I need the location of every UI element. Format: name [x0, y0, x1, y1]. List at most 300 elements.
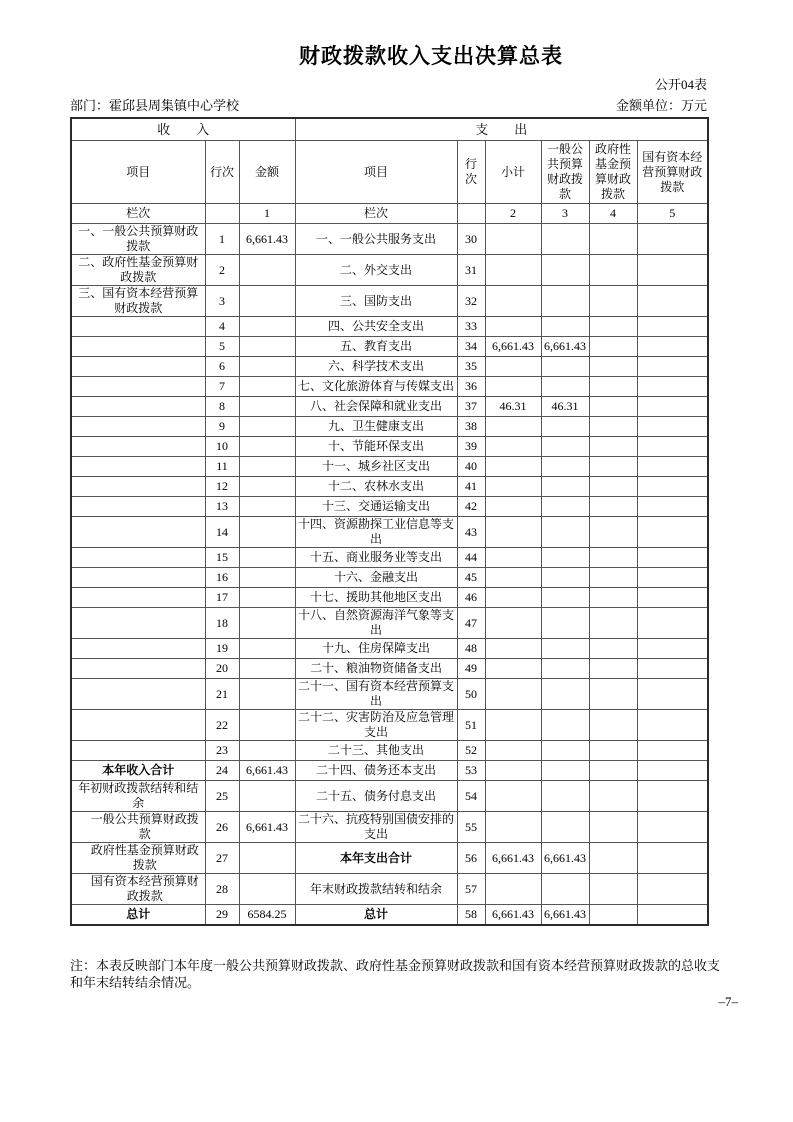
income-item-cell [71, 568, 205, 588]
income-rowno-cell: 9 [205, 417, 239, 437]
table-row [71, 710, 708, 741]
expense-item-cell: 二、外交支出 [295, 255, 457, 286]
expense-item-cell: 十三、交通运输支出 [295, 497, 457, 517]
table-row [71, 317, 708, 337]
expense-subtotal-index-cell: 2 [485, 204, 541, 224]
expense-statecap-cell [637, 843, 708, 874]
expense-statecap-cell [637, 812, 708, 843]
expense-statecap-cell [637, 548, 708, 568]
gov-fund-header: 政府性基金预算财政拨款 [589, 141, 637, 204]
expense-general-cell [541, 548, 589, 568]
column-index-row [71, 204, 708, 224]
table-row [71, 548, 708, 568]
expense-general-cell [541, 437, 589, 457]
table-row [71, 357, 708, 377]
income-rowno-cell: 21 [205, 679, 239, 710]
table-row [71, 812, 708, 843]
expense-item-cell: 一、一般公共服务支出 [295, 224, 457, 255]
expense-govfund-cell [589, 457, 637, 477]
income-amount-header: 金额 [239, 141, 295, 204]
expense-item-cell: 十一、城乡社区支出 [295, 457, 457, 477]
table-row [71, 905, 708, 926]
expense-rowno-cell: 36 [457, 377, 485, 397]
expense-rowno-cell: 49 [457, 659, 485, 679]
state-capital-index-cell: 5 [637, 204, 708, 224]
expense-general-cell [541, 224, 589, 255]
expense-item-cell: 七、文化旅游体育与传媒支出 [295, 377, 457, 397]
income-rowno-cell: 18 [205, 608, 239, 639]
income-amount-cell [239, 874, 295, 905]
income-rowno-cell: 6 [205, 357, 239, 377]
expense-rowno-cell: 35 [457, 357, 485, 377]
income-rowno-cell: 17 [205, 588, 239, 608]
expense-general-cell [541, 357, 589, 377]
expense-general-cell [541, 317, 589, 337]
expense-section-header: 支 出 [295, 118, 708, 141]
table-row [71, 457, 708, 477]
expense-statecap-cell [637, 741, 708, 761]
table-note: 注：本表反映部门本年度一般公共预算财政拨款、政府性基金预算财政拨款和国有资本经营预算财政拨款的总收支和年末结转结余情况。 [70, 958, 721, 990]
expense-rowno-cell: 42 [457, 497, 485, 517]
income-item-cell: 总计 [71, 905, 205, 926]
form-code-label: 公开04表 [654, 77, 707, 92]
income-amount-cell [239, 337, 295, 357]
income-rowno-cell: 8 [205, 397, 239, 417]
expense-rowno-cell: 37 [457, 397, 485, 417]
column-header-row [71, 141, 708, 204]
expense-subtotal-cell [485, 639, 541, 659]
expense-subtotal-cell [485, 255, 541, 286]
income-item-cell [71, 357, 205, 377]
table-row [71, 337, 708, 357]
table-row [71, 874, 708, 905]
income-item-cell [71, 497, 205, 517]
income-rowno-cell: 13 [205, 497, 239, 517]
expense-govfund-cell [589, 812, 637, 843]
expense-govfund-cell [589, 397, 637, 417]
expense-item-cell: 二十六、抗疫特别国债安排的支出 [295, 812, 457, 843]
expense-general-cell [541, 286, 589, 317]
expense-statecap-cell [637, 317, 708, 337]
expense-item-cell: 二十、粮油物资储备支出 [295, 659, 457, 679]
income-amount-cell [239, 517, 295, 548]
income-item-cell [71, 337, 205, 357]
income-rowno-cell: 23 [205, 741, 239, 761]
income-rowno-cell: 1 [205, 224, 239, 255]
expense-general-cell [541, 608, 589, 639]
expense-general-cell [541, 417, 589, 437]
income-item-cell [71, 317, 205, 337]
expense-general-cell [541, 568, 589, 588]
income-amount-cell: 6,661.43 [239, 224, 295, 255]
expense-subtotal-cell [485, 357, 541, 377]
expense-rowno-cell: 54 [457, 781, 485, 812]
income-amount-cell [239, 608, 295, 639]
income-item-cell: 三、国有资本经营预算财政拨款 [71, 286, 205, 317]
expense-subtotal-cell: 6,661.43 [485, 843, 541, 874]
expense-govfund-cell [589, 568, 637, 588]
expense-govfund-cell [589, 741, 637, 761]
expense-general-cell [541, 812, 589, 843]
expense-general-cell: 46.31 [541, 397, 589, 417]
income-rowno-cell: 7 [205, 377, 239, 397]
income-amount-cell [239, 417, 295, 437]
expense-subtotal-cell [485, 588, 541, 608]
expense-subtotal-cell [485, 517, 541, 548]
expense-subtotal-cell [485, 377, 541, 397]
expense-statecap-cell [637, 874, 708, 905]
general-budget-index-cell: 3 [541, 204, 589, 224]
expense-general-cell [541, 477, 589, 497]
income-amount-cell [239, 741, 295, 761]
income-amount-cell [239, 457, 295, 477]
expense-rowno-cell: 30 [457, 224, 485, 255]
expense-rowno-cell: 53 [457, 761, 485, 781]
income-item-cell [71, 741, 205, 761]
income-amount-cell [239, 548, 295, 568]
expense-subtotal-cell: 46.31 [485, 397, 541, 417]
expense-govfund-cell [589, 377, 637, 397]
expense-item-cell: 五、教育支出 [295, 337, 457, 357]
income-item-cell [71, 679, 205, 710]
table-row [71, 497, 708, 517]
income-item-cell: 政府性基金预算财政拨款 [71, 843, 205, 874]
expense-rowno-cell: 43 [457, 517, 485, 548]
income-rowno-index-cell [205, 204, 239, 224]
expense-subtotal-cell [485, 286, 541, 317]
expense-subtotal-cell [485, 568, 541, 588]
table-row [71, 608, 708, 639]
income-rowno-cell: 24 [205, 761, 239, 781]
expense-statecap-cell [637, 659, 708, 679]
table-row [71, 477, 708, 497]
expense-subtotal-cell [485, 741, 541, 761]
expense-govfund-cell [589, 659, 637, 679]
expense-general-cell [541, 679, 589, 710]
expense-rowno-cell: 45 [457, 568, 485, 588]
income-amount-cell [239, 497, 295, 517]
income-item-cell: 年初财政拨款结转和结余 [71, 781, 205, 812]
income-item-cell [71, 397, 205, 417]
table-row [71, 286, 708, 317]
income-amount-cell [239, 843, 295, 874]
expense-statecap-cell [637, 337, 708, 357]
expense-statecap-cell [637, 377, 708, 397]
expense-rowno-cell: 57 [457, 874, 485, 905]
expense-govfund-cell [589, 905, 637, 926]
fiscal-table-body [71, 224, 708, 926]
general-budget-header: 一般公共预算财政拨款 [541, 141, 589, 204]
page-number: –7– [718, 994, 738, 1009]
expense-statecap-cell [637, 905, 708, 926]
meta-row [70, 95, 707, 114]
expense-rowno-cell: 46 [457, 588, 485, 608]
income-amount-cell [239, 781, 295, 812]
income-amount-cell: 6584.25 [239, 905, 295, 926]
expense-rowno-cell: 52 [457, 741, 485, 761]
expense-statecap-cell [637, 781, 708, 812]
expense-subtotal-cell [485, 548, 541, 568]
expense-item-cell: 二十二、灾害防治及应急管理支出 [295, 710, 457, 741]
expense-subtotal-cell [485, 710, 541, 741]
income-amount-cell [239, 659, 295, 679]
income-rowno-cell: 2 [205, 255, 239, 286]
expense-general-cell [541, 497, 589, 517]
expense-item-index-cell: 栏次 [295, 204, 457, 224]
income-amount-cell [239, 377, 295, 397]
income-item-cell: 一般公共预算财政拨款 [71, 812, 205, 843]
income-amount-cell [239, 397, 295, 417]
table-row [71, 224, 708, 255]
income-rowno-cell: 12 [205, 477, 239, 497]
table-row [71, 397, 708, 417]
income-item-cell [71, 710, 205, 741]
expense-statecap-cell [637, 679, 708, 710]
expense-govfund-cell [589, 417, 637, 437]
table-row [71, 761, 708, 781]
table-row [71, 843, 708, 874]
expense-item-cell: 八、社会保障和就业支出 [295, 397, 457, 417]
expense-general-cell [541, 741, 589, 761]
expense-subtotal-cell [485, 812, 541, 843]
expense-rowno-cell: 56 [457, 843, 485, 874]
income-item-cell [71, 477, 205, 497]
income-rowno-cell: 25 [205, 781, 239, 812]
expense-govfund-cell [589, 639, 637, 659]
expense-rowno-cell: 34 [457, 337, 485, 357]
expense-general-cell [541, 377, 589, 397]
expense-subtotal-cell: 6,661.43 [485, 337, 541, 357]
income-item-header: 项目 [71, 141, 205, 204]
income-section-header: 收 入 [71, 118, 295, 141]
expense-item-cell: 总计 [295, 905, 457, 926]
expense-govfund-cell [589, 843, 637, 874]
expense-subtotal-cell [485, 317, 541, 337]
expense-statecap-cell [637, 497, 708, 517]
expense-subtotal-cell [485, 874, 541, 905]
income-amount-cell [239, 255, 295, 286]
expense-item-cell: 九、卫生健康支出 [295, 417, 457, 437]
expense-general-cell [541, 874, 589, 905]
income-rowno-cell: 4 [205, 317, 239, 337]
expense-subtotal-cell [485, 659, 541, 679]
expense-item-header: 项目 [295, 141, 457, 204]
expense-general-cell: 6,661.43 [541, 337, 589, 357]
expense-item-cell: 三、国防支出 [295, 286, 457, 317]
expense-rowno-cell: 58 [457, 905, 485, 926]
expense-subtotal-header: 小计 [485, 141, 541, 204]
fiscal-table-header [71, 118, 708, 224]
income-item-cell [71, 417, 205, 437]
expense-general-cell [541, 457, 589, 477]
income-rowno-cell: 16 [205, 568, 239, 588]
expense-statecap-cell [637, 286, 708, 317]
expense-general-cell [541, 659, 589, 679]
expense-statecap-cell [637, 397, 708, 417]
income-amount-cell [239, 317, 295, 337]
expense-item-cell: 十五、商业服务业等支出 [295, 548, 457, 568]
fiscal-table [70, 117, 709, 926]
expense-item-cell: 二十四、债务还本支出 [295, 761, 457, 781]
expense-subtotal-cell: 6,661.43 [485, 905, 541, 926]
expense-item-cell: 十九、住房保障支出 [295, 639, 457, 659]
expense-item-cell: 年末财政拨款结转和结余 [295, 874, 457, 905]
income-amount-cell [239, 568, 295, 588]
income-rowno-cell: 10 [205, 437, 239, 457]
income-item-cell [71, 659, 205, 679]
income-rowno-cell: 3 [205, 286, 239, 317]
expense-subtotal-cell [485, 437, 541, 457]
table-row [71, 255, 708, 286]
gov-fund-index-cell: 4 [589, 204, 637, 224]
table-row [71, 639, 708, 659]
expense-subtotal-cell [485, 497, 541, 517]
income-rowno-cell: 20 [205, 659, 239, 679]
expense-item-cell: 十六、金融支出 [295, 568, 457, 588]
income-rowno-cell: 5 [205, 337, 239, 357]
expense-general-cell [541, 255, 589, 286]
expense-rowno-cell: 55 [457, 812, 485, 843]
expense-rowno-cell: 47 [457, 608, 485, 639]
expense-rowno-cell: 33 [457, 317, 485, 337]
expense-subtotal-cell [485, 224, 541, 255]
income-item-index-cell: 栏次 [71, 204, 205, 224]
expense-statecap-cell [637, 255, 708, 286]
income-amount-cell: 6,661.43 [239, 812, 295, 843]
expense-govfund-cell [589, 477, 637, 497]
expense-item-cell: 十八、自然资源海洋气象等支出 [295, 608, 457, 639]
expense-statecap-cell [637, 477, 708, 497]
income-amount-cell [239, 679, 295, 710]
income-rowno-cell: 29 [205, 905, 239, 926]
expense-govfund-cell [589, 317, 637, 337]
expense-general-cell [541, 588, 589, 608]
expense-subtotal-cell [485, 608, 541, 639]
expense-govfund-cell [589, 548, 637, 568]
expense-govfund-cell [589, 337, 637, 357]
expense-statecap-cell [637, 457, 708, 477]
expense-item-cell: 二十一、国有资本经营预算支出 [295, 679, 457, 710]
income-item-cell: 国有资本经营预算财政拨款 [71, 874, 205, 905]
table-row [71, 568, 708, 588]
expense-govfund-cell [589, 286, 637, 317]
expense-rowno-header: 行次 [457, 141, 485, 204]
income-rowno-cell: 19 [205, 639, 239, 659]
expense-statecap-cell [637, 639, 708, 659]
expense-govfund-cell [589, 437, 637, 457]
expense-subtotal-cell [485, 781, 541, 812]
income-item-cell [71, 457, 205, 477]
table-row [71, 517, 708, 548]
expense-rowno-cell: 44 [457, 548, 485, 568]
expense-rowno-cell: 32 [457, 286, 485, 317]
table-row [71, 741, 708, 761]
income-rowno-cell: 28 [205, 874, 239, 905]
expense-statecap-cell [637, 710, 708, 741]
income-amount-cell [239, 477, 295, 497]
expense-general-cell [541, 710, 589, 741]
expense-item-cell: 四、公共安全支出 [295, 317, 457, 337]
income-amount-index-cell: 1 [239, 204, 295, 224]
table-row [71, 437, 708, 457]
expense-govfund-cell [589, 224, 637, 255]
expense-general-cell: 6,661.43 [541, 843, 589, 874]
expense-govfund-cell [589, 710, 637, 741]
expense-general-cell [541, 781, 589, 812]
expense-govfund-cell [589, 357, 637, 377]
income-item-cell [71, 588, 205, 608]
table-row [71, 417, 708, 437]
expense-govfund-cell [589, 679, 637, 710]
expense-statecap-cell [637, 568, 708, 588]
expense-rowno-cell: 51 [457, 710, 485, 741]
income-item-cell: 二、政府性基金预算财政拨款 [71, 255, 205, 286]
income-amount-cell [239, 710, 295, 741]
expense-govfund-cell [589, 497, 637, 517]
income-rowno-cell: 27 [205, 843, 239, 874]
expense-subtotal-cell [485, 679, 541, 710]
income-amount-cell [239, 437, 295, 457]
income-amount-cell [239, 588, 295, 608]
income-rowno-header: 行次 [205, 141, 239, 204]
income-rowno-cell: 26 [205, 812, 239, 843]
income-amount-cell: 6,661.43 [239, 761, 295, 781]
expense-govfund-cell [589, 517, 637, 548]
department-label: 部门：霍邱县周集镇中心学校 [70, 98, 240, 113]
expense-govfund-cell [589, 874, 637, 905]
income-item-cell [71, 517, 205, 548]
expense-statecap-cell [637, 224, 708, 255]
expense-rowno-cell: 41 [457, 477, 485, 497]
expense-rowno-cell: 48 [457, 639, 485, 659]
expense-statecap-cell [637, 588, 708, 608]
income-amount-cell [239, 286, 295, 317]
expense-statecap-cell [637, 357, 708, 377]
expense-govfund-cell [589, 608, 637, 639]
income-rowno-cell: 11 [205, 457, 239, 477]
expense-general-cell [541, 639, 589, 659]
expense-statecap-cell [637, 437, 708, 457]
section-header-row [71, 118, 708, 141]
expense-rowno-cell: 39 [457, 437, 485, 457]
expense-item-cell: 本年支出合计 [295, 843, 457, 874]
income-item-cell: 本年收入合计 [71, 761, 205, 781]
page-title: 财政拨款收入支出决算总表 [299, 44, 563, 68]
expense-subtotal-cell [485, 477, 541, 497]
income-rowno-cell: 22 [205, 710, 239, 741]
income-item-cell [71, 437, 205, 457]
income-item-cell [71, 608, 205, 639]
expense-rowno-cell: 50 [457, 679, 485, 710]
expense-rowno-index-cell [457, 204, 485, 224]
income-item-cell [71, 377, 205, 397]
income-rowno-cell: 14 [205, 517, 239, 548]
table-row [71, 659, 708, 679]
expense-statecap-cell [637, 608, 708, 639]
expense-statecap-cell [637, 761, 708, 781]
expense-general-cell: 6,661.43 [541, 905, 589, 926]
unit-label: 金额单位：万元 [615, 98, 707, 113]
expense-item-cell: 二十三、其他支出 [295, 741, 457, 761]
expense-subtotal-cell [485, 761, 541, 781]
expense-govfund-cell [589, 761, 637, 781]
expense-item-cell: 六、科学技术支出 [295, 357, 457, 377]
expense-statecap-cell [637, 417, 708, 437]
expense-item-cell: 十四、资源勘探工业信息等支出 [295, 517, 457, 548]
expense-subtotal-cell [485, 417, 541, 437]
state-capital-header: 国有资本经营预算财政拨款 [637, 141, 708, 204]
table-row [71, 377, 708, 397]
